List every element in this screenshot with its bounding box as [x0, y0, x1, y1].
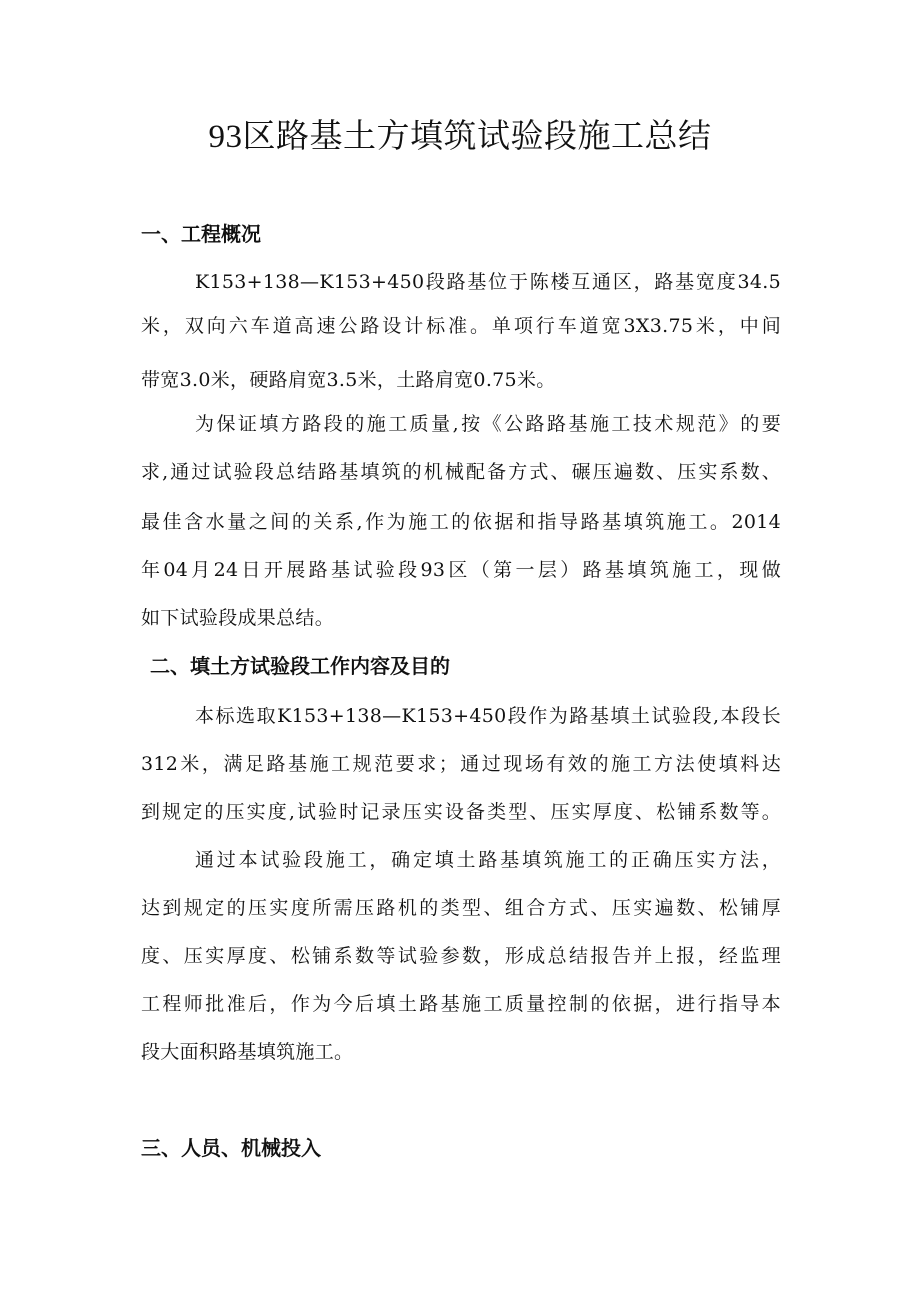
text-line: 度、压实厚度、松铺系数等试验参数，形成总结报告并上报，经监理 — [141, 945, 781, 967]
text-line: 段大面积路基填筑施工。 — [141, 1041, 354, 1063]
section-heading-2: 二、填土方试验段工作内容及目的 — [150, 654, 450, 678]
document-title: 93区路基土方填筑试验段施工总结 — [208, 119, 712, 155]
text-line: 带宽3.0米，硬路肩宽3.5米，土路肩宽0.75米。 — [141, 369, 556, 391]
section-heading-3: 三、人员、机械投入 — [141, 1136, 321, 1160]
section-heading-1: 一、工程概况 — [141, 222, 261, 246]
text-line: 通过本试验段施工，确定填土路基填筑施工的正确压实方法， — [195, 849, 781, 871]
text-line: 工程师批准后，作为今后填土路基施工质量控制的依据，进行指导本 — [141, 993, 781, 1015]
text-line: 到规定的压实度,试验时记录压实设备类型、压实厚度、松铺系数等。 — [141, 801, 781, 823]
text-line: 求,通过试验段总结路基填筑的机械配备方式、碾压遍数、压实系数、 — [141, 461, 781, 483]
text-line: K153+138—K153+450段路基位于陈楼互通区，路基宽度34.5 — [195, 271, 781, 293]
text-line: 如下试验段成果总结。 — [141, 607, 335, 629]
text-line: 米，双向六车道高速公路设计标准。单项行车道宽3X3.75米，中间 — [141, 315, 781, 337]
text-line: 年04月24日开展路基试验段93区（第一层）路基填筑施工，现做 — [141, 559, 781, 581]
text-line: 为保证填方路段的施工质量,按《公路路基施工技术规范》的要 — [195, 413, 781, 435]
text-line: 312米，满足路基施工规范要求；通过现场有效的施工方法使填料达 — [141, 753, 781, 775]
text-line: 达到规定的压实度所需压路机的类型、组合方式、压实遍数、松铺厚 — [141, 897, 781, 919]
text-line: 本标选取K153+138—K153+450段作为路基填土试验段,本段长 — [195, 705, 781, 727]
text-line: 最佳含水量之间的关系,作为施工的依据和指导路基填筑施工。2014 — [141, 511, 781, 533]
